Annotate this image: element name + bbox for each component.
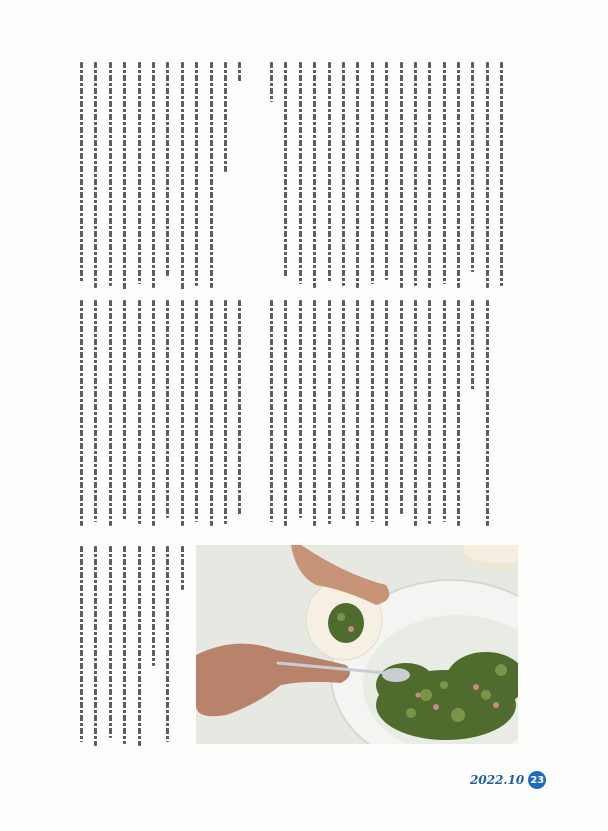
text-line	[486, 62, 489, 288]
text-column-lower-left	[80, 300, 253, 526]
text-line	[400, 62, 403, 288]
text-line	[109, 62, 112, 286]
text-line	[166, 546, 169, 742]
text-line	[342, 300, 345, 520]
text-line	[238, 300, 241, 516]
text-line	[123, 62, 126, 290]
text-line	[80, 300, 83, 526]
page-number-badge: 23	[528, 771, 546, 789]
text-line	[486, 300, 489, 526]
text-line	[284, 62, 287, 278]
text-line	[181, 546, 184, 590]
text-line	[457, 300, 460, 526]
text-line	[443, 300, 446, 522]
text-line	[94, 62, 97, 288]
text-line	[414, 300, 417, 526]
text-line	[385, 62, 388, 280]
text-line	[270, 300, 273, 522]
text-line	[94, 546, 97, 746]
text-line	[428, 62, 431, 288]
text-line	[284, 300, 287, 526]
text-line	[270, 62, 273, 102]
text-line	[195, 300, 198, 522]
text-column-upper-left	[80, 62, 253, 290]
text-line	[166, 300, 169, 518]
text-line	[152, 546, 155, 666]
text-line	[371, 62, 374, 284]
text-line	[313, 300, 316, 526]
text-line	[224, 62, 227, 172]
text-line	[313, 62, 316, 288]
text-line	[181, 62, 184, 290]
text-line	[152, 62, 155, 288]
text-line	[385, 300, 388, 526]
text-line	[500, 62, 503, 286]
text-line	[400, 300, 403, 514]
text-line	[443, 62, 446, 284]
text-line	[328, 300, 331, 524]
text-line	[299, 300, 302, 518]
page-footer	[470, 770, 546, 790]
text-line	[109, 300, 112, 526]
text-line	[414, 62, 417, 286]
dumpling-making-photo	[196, 545, 518, 744]
text-line	[210, 300, 213, 526]
text-line	[356, 62, 359, 288]
text-line	[238, 62, 241, 82]
text-line	[195, 62, 198, 286]
text-line	[471, 300, 474, 390]
text-line	[428, 300, 431, 524]
text-line	[109, 546, 112, 738]
text-line	[123, 546, 126, 744]
text-line	[166, 62, 169, 276]
text-line	[328, 62, 331, 282]
text-line	[210, 62, 213, 288]
text-line	[80, 546, 83, 742]
text-line	[152, 300, 155, 526]
photo-illustration	[196, 545, 518, 744]
text-column-bottom-left	[80, 546, 195, 746]
text-column-lower-right	[270, 300, 500, 526]
text-line	[224, 300, 227, 524]
text-line	[181, 300, 184, 526]
text-line	[94, 300, 97, 522]
issue-label: 2022.10	[470, 773, 525, 787]
text-line	[299, 62, 302, 284]
text-column-upper-right	[270, 62, 515, 288]
text-line	[80, 62, 83, 282]
text-line	[138, 300, 141, 524]
text-line	[471, 62, 474, 272]
text-line	[123, 300, 126, 520]
text-line	[356, 300, 359, 526]
text-line	[138, 546, 141, 746]
text-line	[138, 62, 141, 284]
text-line	[457, 62, 460, 288]
text-line	[342, 62, 345, 286]
text-line	[371, 300, 374, 522]
